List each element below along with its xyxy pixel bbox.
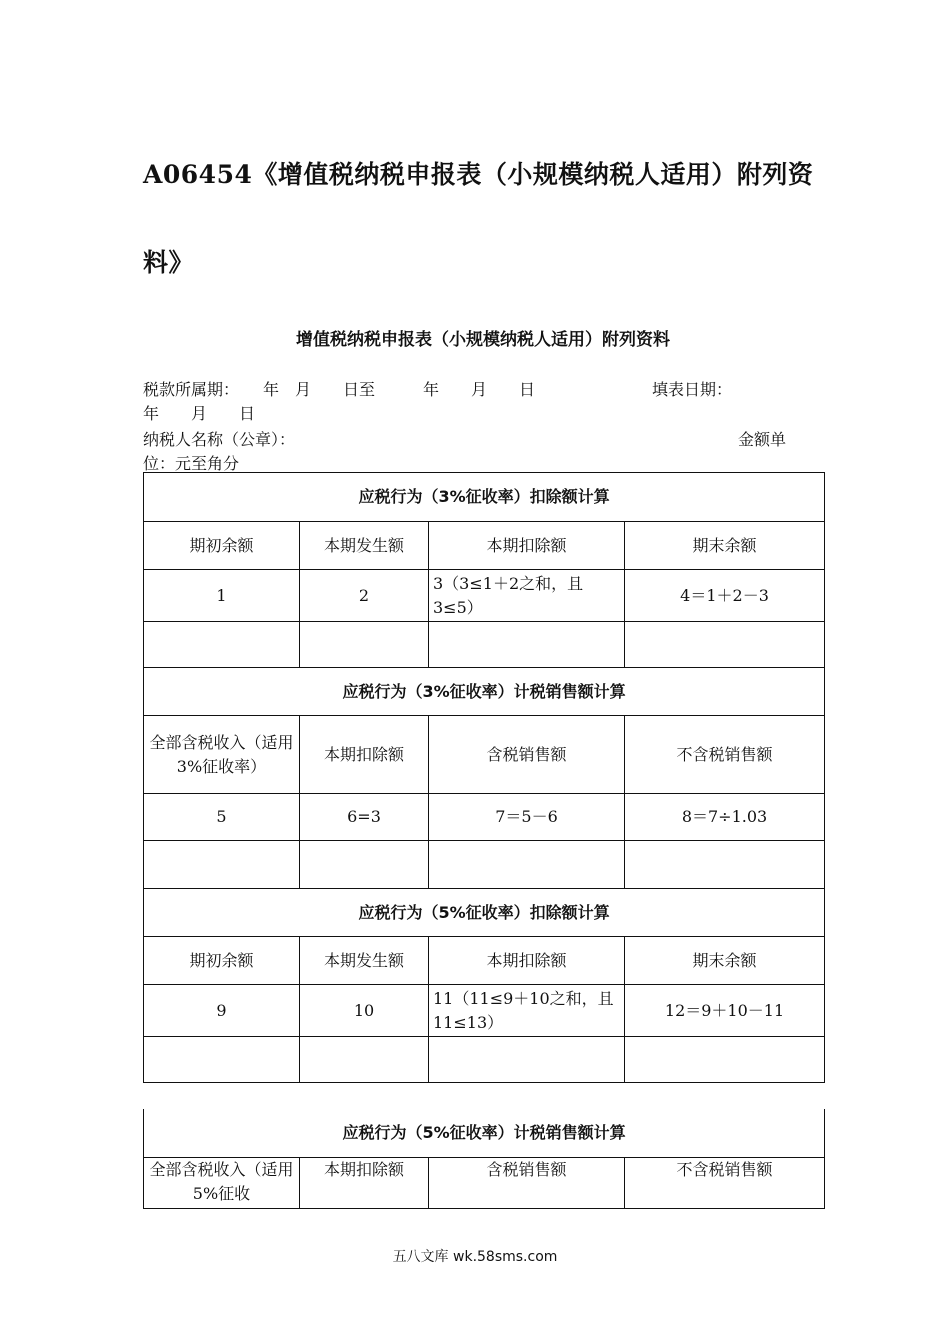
value-cell bbox=[144, 841, 300, 889]
line-code: 7＝5－6 bbox=[429, 794, 625, 841]
value-cell bbox=[300, 622, 429, 668]
line-code: 10 bbox=[300, 985, 429, 1037]
column-header: 含税销售额 bbox=[429, 1157, 625, 1208]
value-cell bbox=[300, 841, 429, 889]
column-header: 本期发生额 bbox=[300, 522, 429, 570]
line-code: 12＝9＋10－11 bbox=[625, 985, 825, 1037]
table-row bbox=[144, 522, 825, 570]
table-row bbox=[144, 889, 825, 937]
section-title: 应税行为（3%征收率）计税销售额计算 bbox=[144, 668, 825, 716]
line-code: 1 bbox=[144, 570, 300, 622]
section-title: 应税行为（5%征收率）扣除额计算 bbox=[144, 889, 825, 937]
section-title: 应税行为（5%征收率）计税销售额计算 bbox=[144, 1109, 825, 1157]
value-cell bbox=[429, 841, 625, 889]
column-header: 本期扣除额 bbox=[429, 522, 625, 570]
document-title-cont: 料》 bbox=[143, 248, 195, 277]
line-code: 8＝7÷1.03 bbox=[625, 794, 825, 841]
footer-watermark: 五八文库 wk.58sms.com bbox=[392, 1249, 558, 1265]
fill-date-label: 填表日期： bbox=[652, 380, 733, 399]
table-row bbox=[144, 1157, 825, 1208]
table-row bbox=[144, 841, 825, 889]
column-header: 不含税销售额 bbox=[625, 1157, 825, 1208]
schedule-table-continued bbox=[143, 1109, 825, 1209]
column-header: 含税销售额 bbox=[429, 716, 625, 794]
column-header: 期初余额 bbox=[144, 522, 300, 570]
column-header: 期末余额 bbox=[625, 522, 825, 570]
table-row bbox=[144, 1109, 825, 1157]
line-code: 6=3 bbox=[300, 794, 429, 841]
amount-unit-label: 金额单 bbox=[738, 430, 787, 449]
schedule-table bbox=[143, 472, 825, 1083]
table-row bbox=[144, 1037, 825, 1083]
table-row bbox=[144, 937, 825, 985]
value-cell bbox=[144, 622, 300, 668]
form-title: 增值税纳税申报表（小规模纳税人适用）附列资料 bbox=[296, 330, 670, 350]
column-header: 全部含税收入（适用3%征收率） bbox=[144, 716, 300, 794]
amount-unit-label-cont: 位：元至角分 bbox=[143, 454, 240, 473]
column-header: 全部含税收入（适用5%征收 bbox=[144, 1157, 300, 1208]
value-cell bbox=[300, 1037, 429, 1083]
tax-period-label: 税款所属期： 年 月 日至 年 月 日 bbox=[143, 380, 536, 399]
table-row bbox=[144, 622, 825, 668]
fill-date-value: 年 月 日 bbox=[143, 404, 256, 423]
section-title: 应税行为（3%征收率）扣除额计算 bbox=[144, 473, 825, 522]
table-row bbox=[144, 794, 825, 841]
column-header: 本期扣除额 bbox=[429, 937, 625, 985]
value-cell bbox=[144, 1037, 300, 1083]
value-cell bbox=[429, 622, 625, 668]
table-row bbox=[144, 668, 825, 716]
document-title: A06454《增值税纳税申报表（小规模纳税人适用）附列资 bbox=[143, 160, 814, 189]
value-cell bbox=[429, 1037, 625, 1083]
value-cell bbox=[625, 841, 825, 889]
column-header: 不含税销售额 bbox=[625, 716, 825, 794]
table-row bbox=[144, 473, 825, 522]
value-cell bbox=[625, 1037, 825, 1083]
table-row bbox=[144, 985, 825, 1037]
line-code: 11（11≤9＋10之和，且11≤13） bbox=[429, 985, 625, 1037]
column-header: 期初余额 bbox=[144, 937, 300, 985]
line-code: 5 bbox=[144, 794, 300, 841]
column-header: 本期扣除额 bbox=[300, 1157, 429, 1208]
line-code: 4＝1＋2－3 bbox=[625, 570, 825, 622]
taxpayer-name-label: 纳税人名称（公章）： bbox=[143, 430, 296, 449]
line-code: 9 bbox=[144, 985, 300, 1037]
column-header: 期末余额 bbox=[625, 937, 825, 985]
line-code: 2 bbox=[300, 570, 429, 622]
column-header: 本期发生额 bbox=[300, 937, 429, 985]
table-row bbox=[144, 716, 825, 794]
line-code: 3（3≤1＋2之和，且3≤5） bbox=[429, 570, 625, 622]
table-row bbox=[144, 570, 825, 622]
column-header: 本期扣除额 bbox=[300, 716, 429, 794]
value-cell bbox=[625, 622, 825, 668]
